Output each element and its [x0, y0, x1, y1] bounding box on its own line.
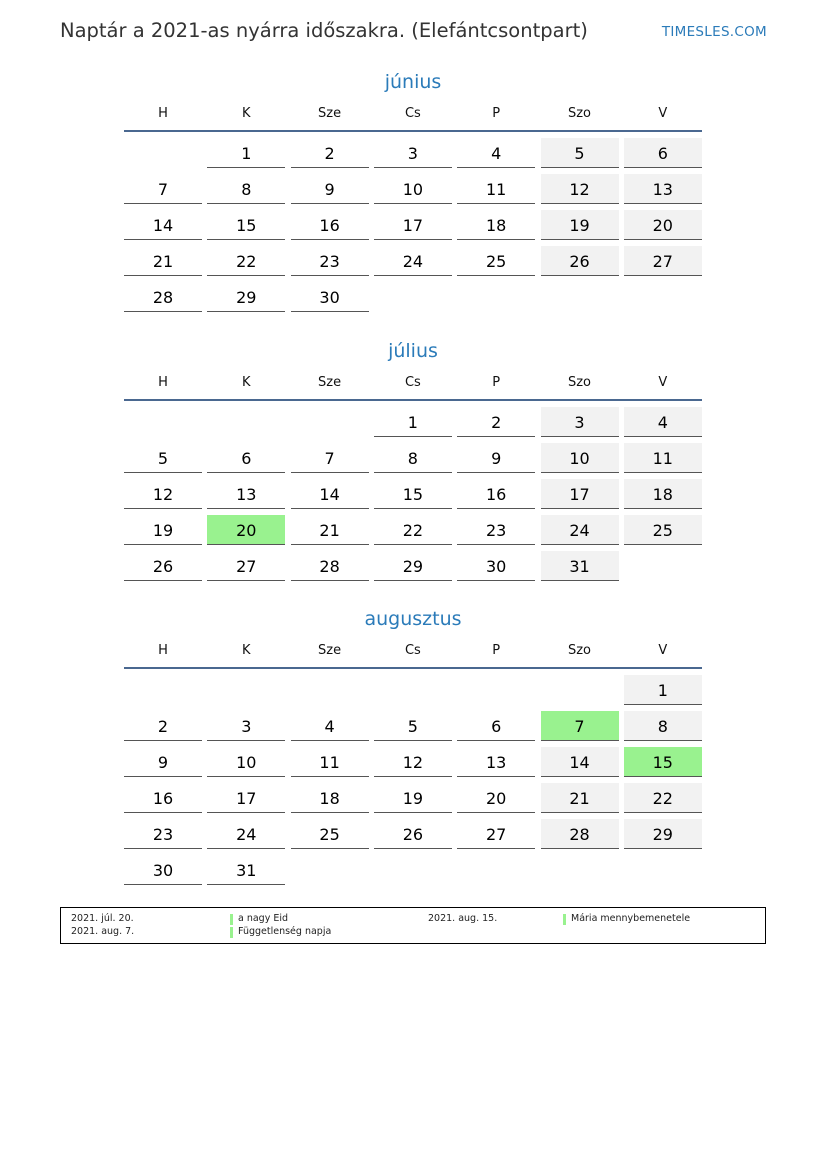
day-cell[interactable]: 9	[124, 747, 202, 777]
day-cell[interactable]: 8	[207, 174, 285, 204]
weekday-label: H	[158, 375, 168, 390]
day-cell[interactable]: 14	[291, 479, 369, 509]
day-cell[interactable]: 17	[374, 210, 452, 240]
day-cell[interactable]: 3	[374, 138, 452, 168]
day-cell[interactable]: 19	[374, 783, 452, 813]
day-cell[interactable]: 19	[541, 210, 619, 240]
weekday-label: Cs	[404, 375, 421, 390]
day-cell[interactable]: 21	[291, 515, 369, 545]
legend-color-marker	[230, 914, 233, 925]
holiday-legend	[60, 907, 766, 944]
day-cell[interactable]: 4	[291, 711, 369, 741]
weekday-label: H	[158, 106, 168, 121]
day-cell[interactable]: 3	[541, 407, 619, 437]
day-cell[interactable]: 24	[207, 819, 285, 849]
holiday-day-cell[interactable]: 15	[624, 747, 702, 777]
day-cell[interactable]: 26	[124, 551, 202, 581]
day-cell[interactable]: 15	[374, 479, 452, 509]
day-cell[interactable]: 27	[457, 819, 535, 849]
day-cell[interactable]: 6	[207, 443, 285, 473]
weekday-label: Szo	[567, 106, 592, 121]
weekday-label: V	[658, 643, 668, 658]
day-cell[interactable]: 28	[124, 282, 202, 312]
day-cell[interactable]: 11	[457, 174, 535, 204]
weekday-label: Sze	[318, 643, 342, 658]
day-cell[interactable]: 18	[624, 479, 702, 509]
day-cell[interactable]: 18	[457, 210, 535, 240]
day-cell[interactable]: 12	[541, 174, 619, 204]
day-cell[interactable]: 22	[624, 783, 702, 813]
weekday-header	[124, 102, 702, 132]
day-cell[interactable]: 14	[124, 210, 202, 240]
day-cell[interactable]: 12	[374, 747, 452, 777]
month-june	[124, 68, 702, 318]
weekday-label: K	[242, 375, 251, 390]
day-cell[interactable]: 11	[624, 443, 702, 473]
legend-holiday-name: a nagy Eid	[238, 913, 289, 924]
weekday-label: P	[492, 106, 501, 121]
day-cell[interactable]: 23	[124, 819, 202, 849]
day-cell[interactable]: 31	[207, 855, 285, 885]
day-cell[interactable]: 7	[291, 443, 369, 473]
day-cell[interactable]: 16	[457, 479, 535, 509]
weekday-label: Cs	[404, 106, 421, 121]
day-cell[interactable]: 24	[541, 515, 619, 545]
weekday-label: P	[492, 375, 501, 390]
day-cell[interactable]: 18	[291, 783, 369, 813]
weekday-label: K	[242, 106, 251, 121]
weekday-label: Szo	[567, 643, 592, 658]
day-cell[interactable]: 15	[207, 210, 285, 240]
day-cell[interactable]: 13	[624, 174, 702, 204]
day-cell[interactable]: 5	[124, 443, 202, 473]
day-cell[interactable]: 12	[124, 479, 202, 509]
day-cell[interactable]: 29	[374, 551, 452, 581]
weekday-label: Sze	[318, 375, 342, 390]
day-cell[interactable]: 27	[624, 246, 702, 276]
legend-date: 2021. aug. 15.	[428, 913, 498, 924]
weekday-header	[124, 371, 702, 401]
day-cell[interactable]: 27	[207, 551, 285, 581]
month-grid	[124, 132, 702, 318]
legend-color-marker	[563, 914, 566, 925]
day-cell[interactable]: 25	[291, 819, 369, 849]
day-cell[interactable]: 23	[291, 246, 369, 276]
weekday-label: Szo	[567, 375, 592, 390]
legend-date: 2021. júl. 20.	[71, 913, 134, 924]
day-cell[interactable]: 31	[541, 551, 619, 581]
day-cell[interactable]: 1	[374, 407, 452, 437]
day-cell[interactable]: 1	[207, 138, 285, 168]
day-cell[interactable]: 2	[457, 407, 535, 437]
weekday-label: P	[492, 643, 501, 658]
month-grid	[124, 401, 702, 587]
day-cell[interactable]: 21	[124, 246, 202, 276]
day-cell[interactable]: 17	[541, 479, 619, 509]
weekday-header	[124, 639, 702, 669]
legend-holiday-name: Függetlenség napja	[238, 926, 332, 937]
holiday-day-cell[interactable]: 7	[541, 711, 619, 741]
legend-color-marker	[230, 927, 233, 938]
day-cell[interactable]: 19	[124, 515, 202, 545]
day-cell[interactable]: 10	[374, 174, 452, 204]
day-cell[interactable]: 29	[624, 819, 702, 849]
weekday-label: K	[242, 643, 251, 658]
day-cell[interactable]: 20	[457, 783, 535, 813]
day-cell[interactable]: 26	[541, 246, 619, 276]
day-cell[interactable]: 9	[457, 443, 535, 473]
day-cell[interactable]: 5	[541, 138, 619, 168]
day-cell[interactable]: 26	[374, 819, 452, 849]
day-cell[interactable]: 29	[207, 282, 285, 312]
month-title: június	[384, 71, 442, 93]
day-cell[interactable]: 30	[457, 551, 535, 581]
day-cell[interactable]: 9	[291, 174, 369, 204]
day-cell[interactable]: 3	[207, 711, 285, 741]
day-cell[interactable]: 10	[207, 747, 285, 777]
day-cell[interactable]: 6	[457, 711, 535, 741]
day-cell[interactable]: 10	[541, 443, 619, 473]
day-cell[interactable]: 4	[457, 138, 535, 168]
legend-date: 2021. aug. 7.	[71, 926, 135, 937]
day-cell[interactable]: 5	[374, 711, 452, 741]
legend-holiday-name: Mária mennybemenetele	[571, 913, 691, 924]
day-cell[interactable]: 13	[457, 747, 535, 777]
weekday-label: Cs	[404, 643, 421, 658]
month-title: július	[388, 340, 438, 362]
month-title: augusztus	[364, 608, 462, 630]
day-cell[interactable]: 25	[624, 515, 702, 545]
day-cell[interactable]: 11	[291, 747, 369, 777]
day-cell[interactable]: 1	[624, 675, 702, 705]
weekday-label: V	[658, 106, 668, 121]
brand-logo[interactable]: TIMESLES.COM	[661, 24, 767, 40]
page-title: Naptár a 2021-as nyárra időszakra. (Elefántcsontpart)	[60, 19, 588, 42]
day-cell[interactable]: 20	[624, 210, 702, 240]
day-cell[interactable]: 22	[207, 246, 285, 276]
month-august	[124, 605, 702, 891]
day-cell[interactable]: 17	[207, 783, 285, 813]
day-cell[interactable]: 24	[374, 246, 452, 276]
day-cell[interactable]: 6	[624, 138, 702, 168]
day-cell[interactable]: 25	[457, 246, 535, 276]
day-cell[interactable]: 28	[541, 819, 619, 849]
day-cell[interactable]: 14	[541, 747, 619, 777]
day-cell[interactable]: 2	[124, 711, 202, 741]
day-cell[interactable]: 4	[624, 407, 702, 437]
holiday-day-cell[interactable]: 20	[207, 515, 285, 545]
day-cell[interactable]: 23	[457, 515, 535, 545]
day-cell[interactable]: 16	[291, 210, 369, 240]
day-cell[interactable]: 13	[207, 479, 285, 509]
weekday-label: H	[158, 643, 168, 658]
month-grid	[124, 669, 702, 891]
day-cell[interactable]: 7	[124, 174, 202, 204]
day-cell[interactable]: 16	[124, 783, 202, 813]
day-cell[interactable]: 2	[291, 138, 369, 168]
day-cell[interactable]: 21	[541, 783, 619, 813]
month-july	[124, 337, 702, 587]
weekday-label: Sze	[318, 106, 342, 121]
day-cell[interactable]: 8	[624, 711, 702, 741]
day-cell[interactable]: 8	[374, 443, 452, 473]
day-cell[interactable]: 22	[374, 515, 452, 545]
day-cell[interactable]: 28	[291, 551, 369, 581]
day-cell[interactable]: 30	[124, 855, 202, 885]
weekday-label: V	[658, 375, 668, 390]
day-cell[interactable]: 30	[291, 282, 369, 312]
